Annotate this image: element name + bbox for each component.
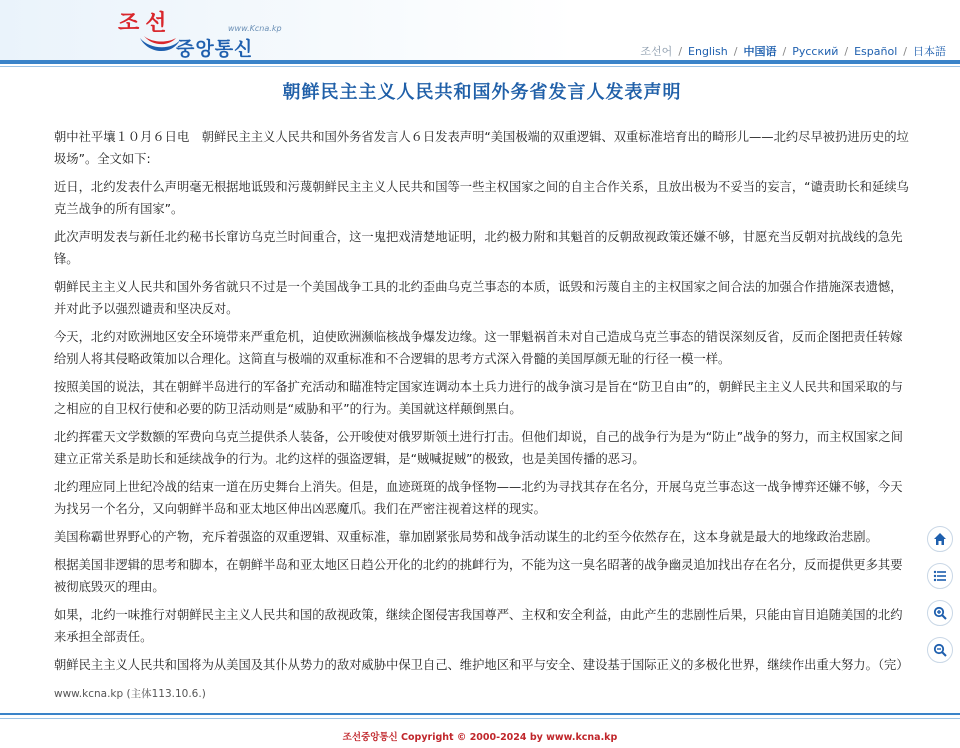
article-paragraph: 美国称霸世界野心的产物，充斥着强盗的双重逻辑、双重标准，靠加剧紧张局势和战争活动谋生的北约至今依然存在，这本身就是最大的地缘政治悲剧。	[54, 530, 878, 544]
lang-english[interactable]: English	[688, 45, 728, 58]
zoom-in-icon[interactable]	[927, 600, 953, 626]
article-paragraph: 今天，北约对欧洲地区安全环境带来严重危机，迫使欧洲濒临核战争爆发边缘。这一罪魁祸首未对自己造成乌克兰事态的错误深刻反省，反而企图把责任转嫁给别人将其侵略政策加以合理化。这简直与极端的双重标准和不合逻辑的思考方式深入骨髓的美国厚颜无耻的行径一模一样。	[54, 330, 903, 366]
article-paragraph: 北约挥霍天文学数额的军费向乌克兰提供杀人装备，公开唆使对俄罗斯领土进行打击。但他们却说，自己的战争行为是为“防止”战争的努力，而主权国家之间建立正常关系是助长和延续战争的行为。北约这样的强盗逻辑，是“贼喊捉贼”的极致，也是美国传播的恶习。	[54, 430, 903, 466]
logo-text-top: 조선	[118, 11, 173, 36]
article-paragraph: 根据美国非逻辑的思考和脚本，在朝鲜半岛和亚太地区日趋公开化的北约的挑衅行为，不能为这一臭名昭著的战争幽灵追加找出存在名分，反而提供更多其要被彻底毁灭的理由。	[54, 558, 903, 594]
article-source: www.kcna.kp (主体113.10.6.)	[54, 688, 206, 700]
article-paragraph: 朝中社平壤１０月６日电 朝鲜民主主义人民共和国外务省发言人６日发表声明“美国极端的双重逻辑、双重标准培育出的畸形儿——北约尽早被扔进历史的垃圾场”。全文如下:	[54, 130, 909, 166]
article-paragraph: 此次声明发表与新任北约秘书长窜访乌克兰时间重合，这一鬼把戏清楚地证明，北约极力附和其魁首的反朝敌视政策还嫌不够，甘愿充当反朝对抗战线的急先锋。	[54, 230, 903, 266]
list-icon[interactable]	[927, 563, 953, 589]
article-paragraph: 朝鲜民主主义人民共和国将为从美国及其仆从势力的敌对威胁中保卫自己、维护地区和平与安全、建设基于国际正义的多极化世界，继续作出重大努力。（完）	[54, 658, 909, 672]
lang-chinese[interactable]: 中国语	[743, 45, 777, 58]
footer-divider	[0, 713, 960, 719]
logo-text-bottom: 중앙통신	[176, 38, 254, 60]
side-toolbar	[927, 526, 953, 674]
logo-url: www.Kcna.kp	[228, 24, 282, 33]
article	[54, 78, 910, 701]
lang-korean[interactable]: 조선어	[640, 45, 673, 58]
article-paragraph: 按照美国的说法，其在朝鲜半岛进行的军备扩充活动和瞄准特定国家连调动本土兵力进行的战争演习是旨在“防卫自由”的，朝鲜民主主义人民共和国采取的与之相应的自卫权行使和必要的防卫活动则是“威胁和平”的行为。美国就这样颠倒黑白。	[54, 380, 903, 416]
page-header	[0, 0, 960, 60]
article-paragraph: 如果，北约一味推行对朝鲜民主主义人民共和国的敌视政策，继续企图侵害我国尊严、主权和安全利益，由此产生的悲剧性后果，只能由盲目追随美国的北约来承担全部责任。	[54, 608, 903, 644]
article-title: 朝鲜民主主义人民共和国外务省发言人发表声明	[282, 82, 682, 103]
article-paragraph: 朝鲜民主主义人民共和国外务省就只不过是一个美国战争工具的北约歪曲乌克兰事态的本质，诋毁和污蔑自主的主权国家之间合法的加强合作措施深表遗憾，并对此予以强烈谴责和坚决反对。	[54, 280, 903, 316]
lang-spanish[interactable]: Español	[854, 45, 898, 58]
header-divider-thin	[0, 66, 960, 67]
zoom-out-icon[interactable]	[927, 637, 953, 663]
home-icon[interactable]	[927, 526, 953, 552]
lang-japanese[interactable]: 日本語	[913, 45, 946, 58]
kcna-logo[interactable]	[118, 6, 298, 58]
article-paragraph: 近日，北约发表什么声明毫无根据地诋毁和污蔑朝鲜民主主义人民共和国等一些主权国家之间的自主合作关系，且放出极为不妥当的妄言，“谴责助长和延续乌克兰战争的所有国家”。	[54, 180, 909, 216]
lang-russian[interactable]: Русский	[792, 45, 839, 58]
header-divider	[0, 60, 960, 64]
article-paragraph: 北约理应同上世纪冷战的结束一道在历史舞台上消失。但是，血迹斑斑的战争怪物——北约为寻找其存在名分，开展乌克兰事态这一战争博弈还嫌不够，今天为找另一个名分，又向朝鲜半岛和亚太地区伸出凶恶魔爪。我们在严密注视着这样的现实。	[54, 480, 903, 516]
language-menu: 조선어 / English / 中国语 / Русский / Español / 日本語	[640, 45, 946, 58]
footer-copyright: 조선중앙통신 Copyright © 2000-2024 by www.kcna.kp	[342, 732, 618, 743]
